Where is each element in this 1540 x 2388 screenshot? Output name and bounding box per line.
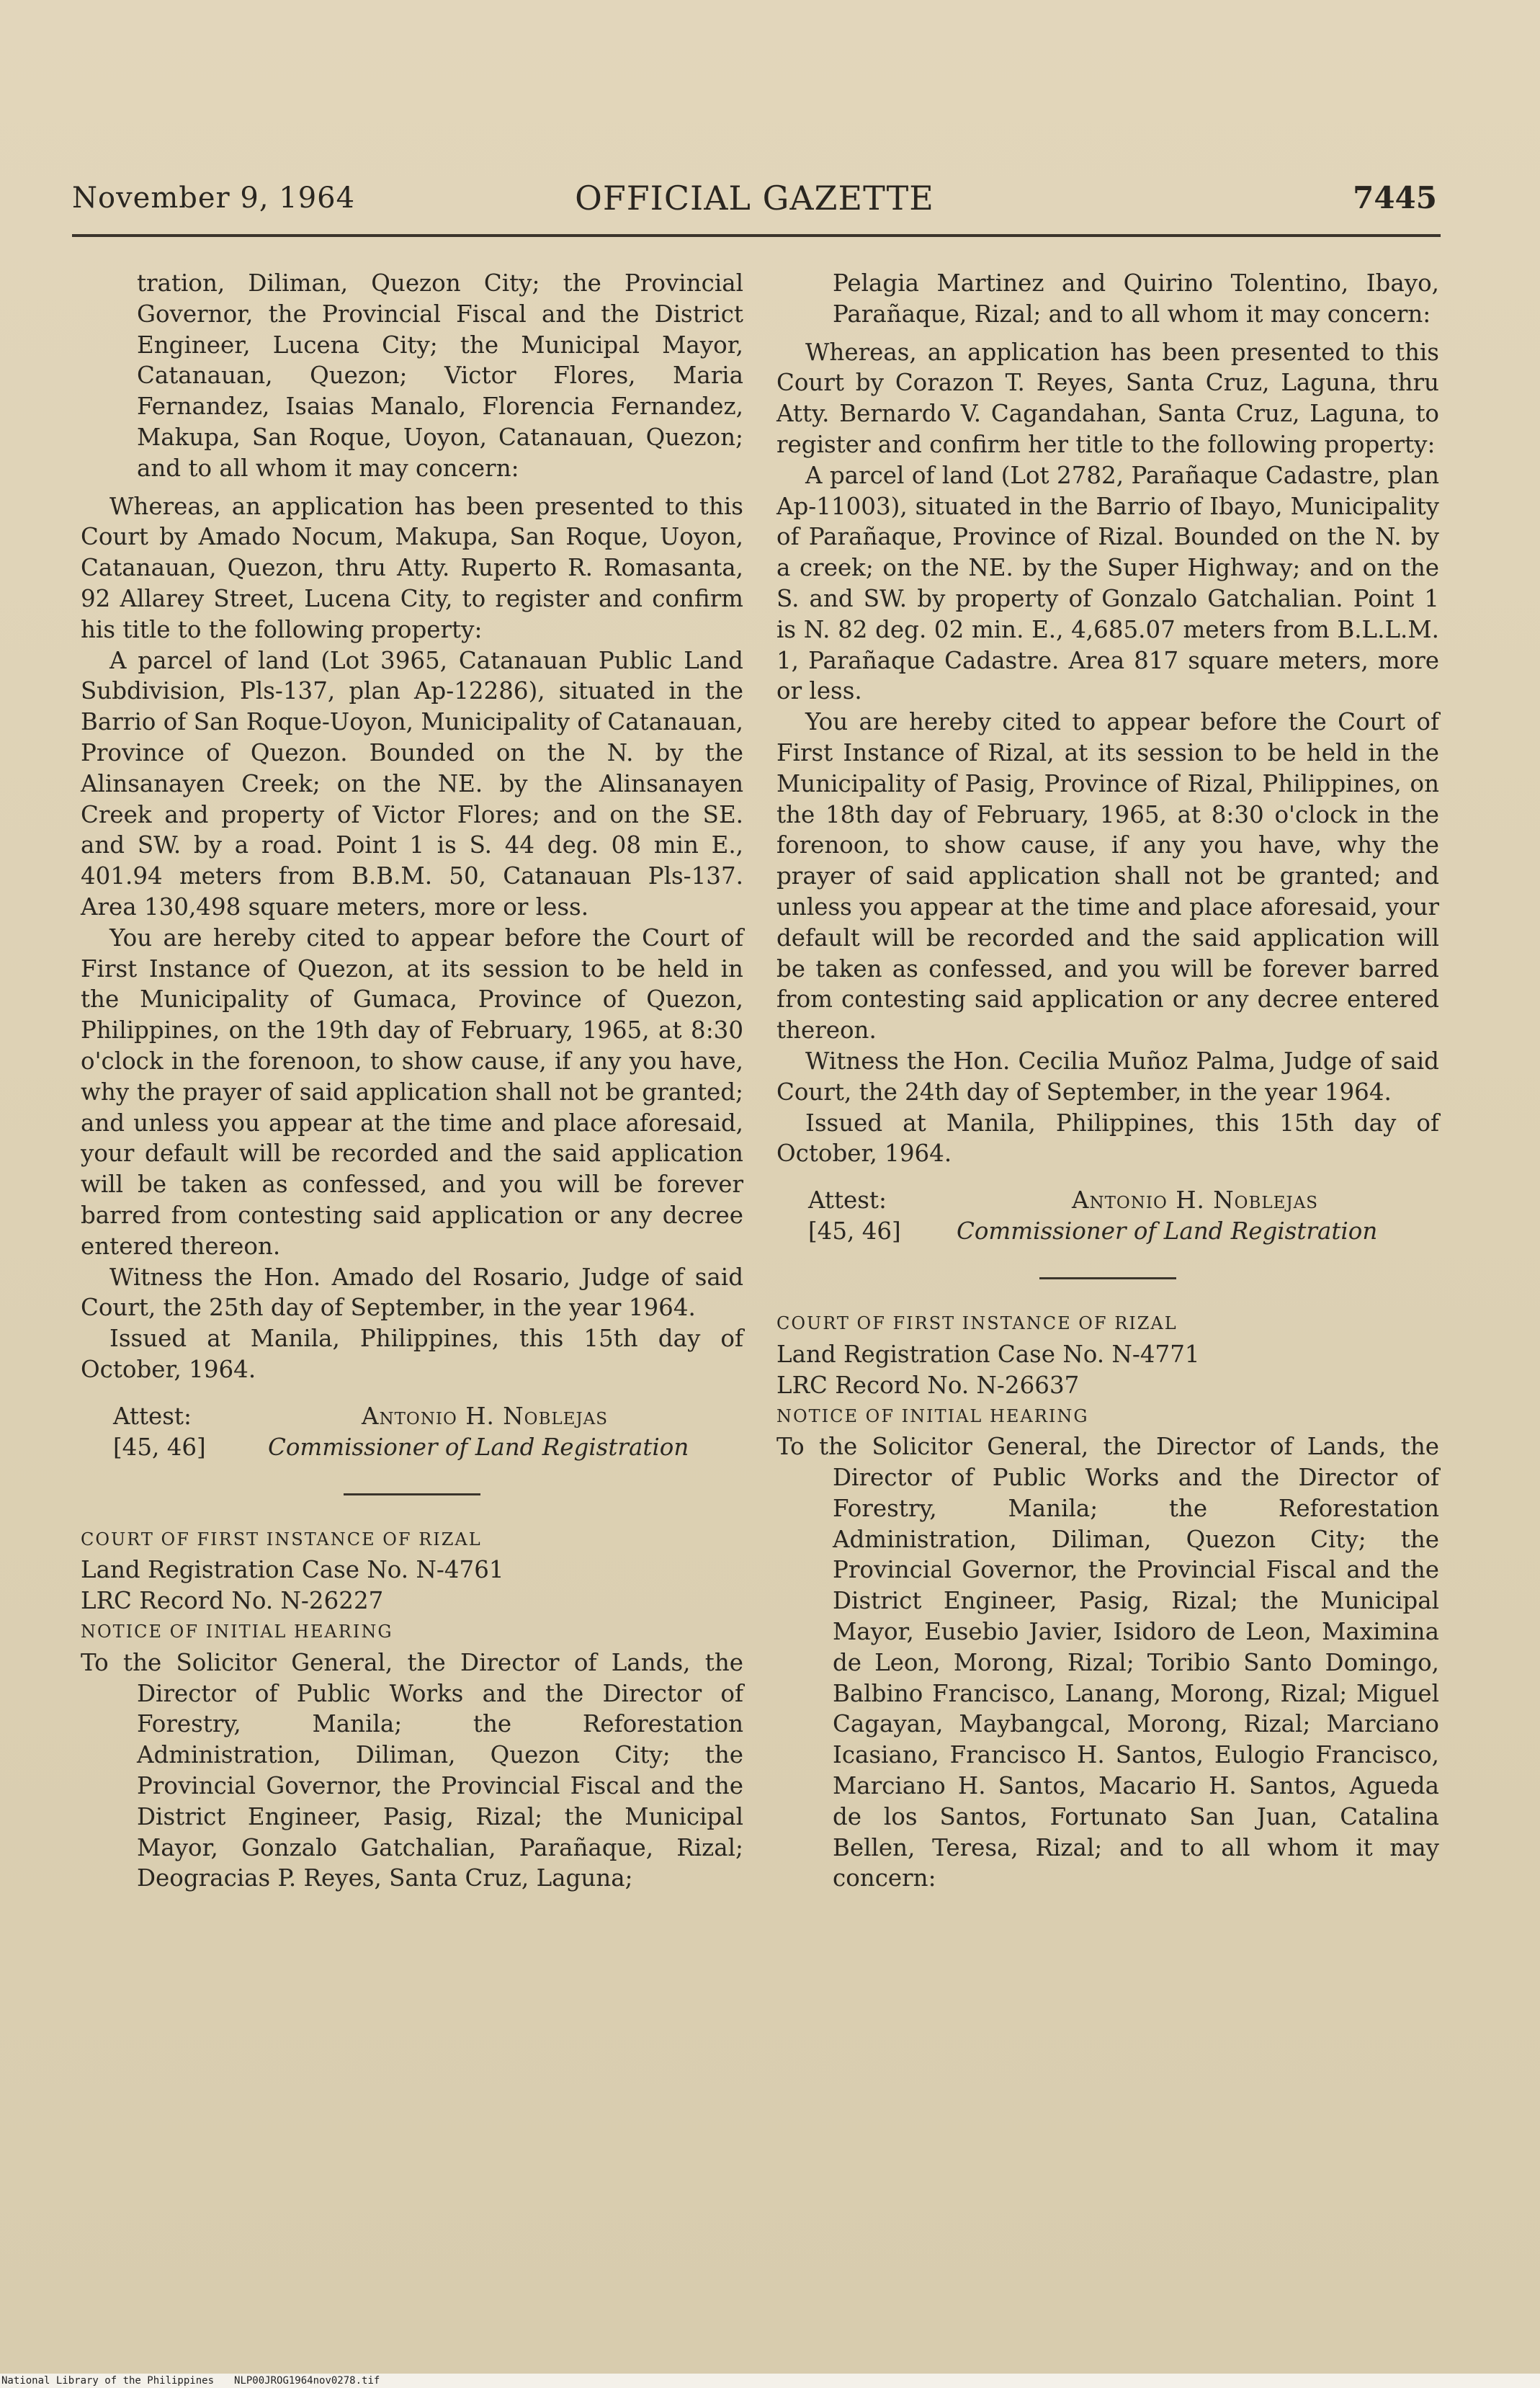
page-header — [72, 173, 1437, 223]
lrc-record-number: LRC Record No. N-26637 — [776, 1371, 1080, 1399]
notice-heading: NOTICE OF INITIAL HEARING — [776, 1405, 1089, 1426]
attest-reference: [45, 46] — [113, 1433, 206, 1461]
header-rule — [72, 234, 1441, 237]
issued-paragraph: Issued at Manila, Philippines, this 15th day of October, 1964. — [81, 1325, 743, 1383]
addressee-continuation: tration, Diliman, Quezon City; the Provincial Governor, the Provincial Fiscal and the District Engineer, Lucena City; the Municipal Mayor, Catanauan, Quezon; Victor Flores, Maria Fernandez, Isaias Manalo, Florencia Fernandez, Makupa, San Roque, Uoyon, Catanauan, Quezon; and to all whom it may concern: — [137, 269, 743, 482]
source-label: National Library of the Philippines — [1, 2375, 215, 2387]
parcel-description: A parcel of land (Lot 3965, Catanauan Public Land Subdivision, Pls-137, plan Ap-12286), situated in the Barrio of San Roque-Uoyon, Municipality of Catanauan, Province of Quezon. Bounded on the N. by the Alinsanayen Creek; on the NE. by the Alinsanayen Creek and property of Victor Flores; and on the SE. and SW. by a road. Point 1 is S. 44 deg. 08 min E., 401.94 meters from B.B.M. 50, Catanauan Pls-137. Area 130,498 square meters, more or less. — [81, 646, 743, 921]
attestation-block — [81, 1401, 743, 1464]
parcel-description: A parcel of land (Lot 2782, Parañaque Cadastre, plan Ap-11003), situated in the Barrio of Ibayo, Municipality of Parañaque, Province of Rizal. Bounded on the N. by a creek; on the NE. by the Super Highway; and on the S. and SW. by property of Gonzalo Gatchalian. Point 1 is N. 82 deg. 02 min. E., 4,685.07 meters from B.L.L.M. 1, Parañaque Cadastre. Area 817 square meters, more or less. — [776, 461, 1439, 705]
attestation-block — [776, 1185, 1439, 1248]
addressee-list: To the Solicitor General, the Director of Lands, the Director of Public Works and the Director of Forestry, Manila; the Reforestation Administration, Diliman, Quezon City; the Provincial Governor, the Provincial Fiscal and the District Engineer, Pasig, Rizal; the Municipal Mayor, Gonzalo Gatchalian, Parañaque, Rizal; Deogracias P. Reyes, Santa Cruz, Laguna; — [81, 1648, 743, 1892]
witness-paragraph: Witness the Hon. Cecilia Muñoz Palma, Judge of said Court, the 24th day of September, in the year 1964. — [776, 1047, 1439, 1106]
scan-footer — [0, 2374, 1540, 2388]
commissioner-title: Commissioner of Land Registration — [268, 1433, 689, 1461]
lrc-record-number: LRC Record No. N-26227 — [81, 1587, 384, 1615]
file-name: NLP00JROG1964nov0278.tif — [234, 2375, 380, 2387]
attest-reference: [45, 46] — [808, 1217, 901, 1246]
commissioner-name: Antonio H. Noblejas — [362, 1402, 609, 1430]
whereas-paragraph: Whereas, an application has been presented to this Court by Corazon T. Reyes, Santa Cruz, Laguna, thru Atty. Bernardo V. Cagandahan, Santa Cruz, Laguna, to register and confirm her title to the following property: — [776, 338, 1439, 458]
addressee-list: To the Solicitor General, the Director of Lands, the Director of Public Works and the Director of Forestry, Manila; the Reforestation Administration, Diliman, Quezon City; the Provincial Governor, the Provincial Fiscal and the District Engineer, Pasig, Rizal; the Municipal Mayor, Eusebio Javier, Isidoro de Leon, Maximina de Leon, Morong, Rizal; Toribio Santo Domingo, Balbino Francisco, Lanang, Morong, Rizal; Miguel Cagayan, Maybangcal, Morong, Rizal; Marciano Icasiano, Francisco H. Santos, Eulogio Francisco, Marciano H. Santos, Macario H. Santos, Agueda de los Santos, Fortunato San Juan, Catalina Bellen, Teresa, Rizal; and to all whom it may concern: — [776, 1433, 1439, 1892]
notice-heading: NOTICE OF INITIAL HEARING — [81, 1622, 393, 1642]
attest-label: Attest: — [113, 1402, 192, 1430]
right-column — [776, 268, 1439, 1894]
whereas-paragraph: Whereas, an application has been presented to this Court by Amado Nocum, Makupa, San Roque, Uoyon, Catanauan, Quezon, thru Atty. Ruperto R. Romasanta, 92 Allarey Street, Lucena City, to register and confirm his title to the following property: — [81, 492, 743, 643]
citation-paragraph: You are hereby cited to appear before the Court of First Instance of Quezon, at its session to be held in the Municipality of Gumaca, Province of Quezon, Philippines, on the 19th day of February, 1965, at 8:30 o'clock in the forenoon, to show cause, if any you have, why the prayer of said application shall not be granted; and unless you appear at the time and place aforesaid, your default will be recorded and the said application will be taken as confessed, and you will be forever barred from contesting said application or any decree entered thereon. — [81, 924, 743, 1260]
issue-date: November 9, 1964 — [72, 182, 356, 215]
commissioner-name: Antonio H. Noblejas — [1072, 1186, 1319, 1215]
section-separator — [1039, 1277, 1176, 1279]
issued-paragraph: Issued at Manila, Philippines, this 15th day of October, 1964. — [776, 1109, 1439, 1168]
court-heading: COURT OF FIRST INSTANCE OF RIZAL — [81, 1529, 482, 1549]
witness-paragraph: Witness the Hon. Amado del Rosario, Judge of said Court, the 25th day of September, in the year 1964. — [81, 1263, 743, 1322]
left-column — [81, 268, 743, 1894]
case-number: Land Registration Case No. N-4761 — [81, 1556, 504, 1584]
court-heading: COURT OF FIRST INSTANCE OF RIZAL — [776, 1313, 1178, 1334]
publication-title: OFFICIAL GAZETTE — [575, 179, 934, 218]
citation-paragraph: You are hereby cited to appear before the Court of First Instance of Rizal, at its session to be held in the Municipality of Pasig, Province of Rizal, Philippines, on the 18th day of February, 1965, at 8:30 o'clock in the forenoon, to show cause, if any you have, why the prayer of said application shall not be granted; and unless you appear at the time and place aforesaid, your default will be recorded and the said application will be taken as confessed, and you will be forever barred from contesting said application or any decree entered thereon. — [776, 708, 1439, 1045]
section-separator — [344, 1493, 480, 1495]
attest-label: Attest: — [808, 1186, 887, 1215]
page-number: 7445 — [1353, 180, 1437, 215]
addressee-continuation: Pelagia Martinez and Quirino Tolentino, Ibayo, Parañaque, Rizal; and to all whom it may concern: — [833, 269, 1439, 328]
commissioner-title: Commissioner of Land Registration — [957, 1217, 1378, 1246]
case-number: Land Registration Case No. N-4771 — [776, 1340, 1200, 1368]
